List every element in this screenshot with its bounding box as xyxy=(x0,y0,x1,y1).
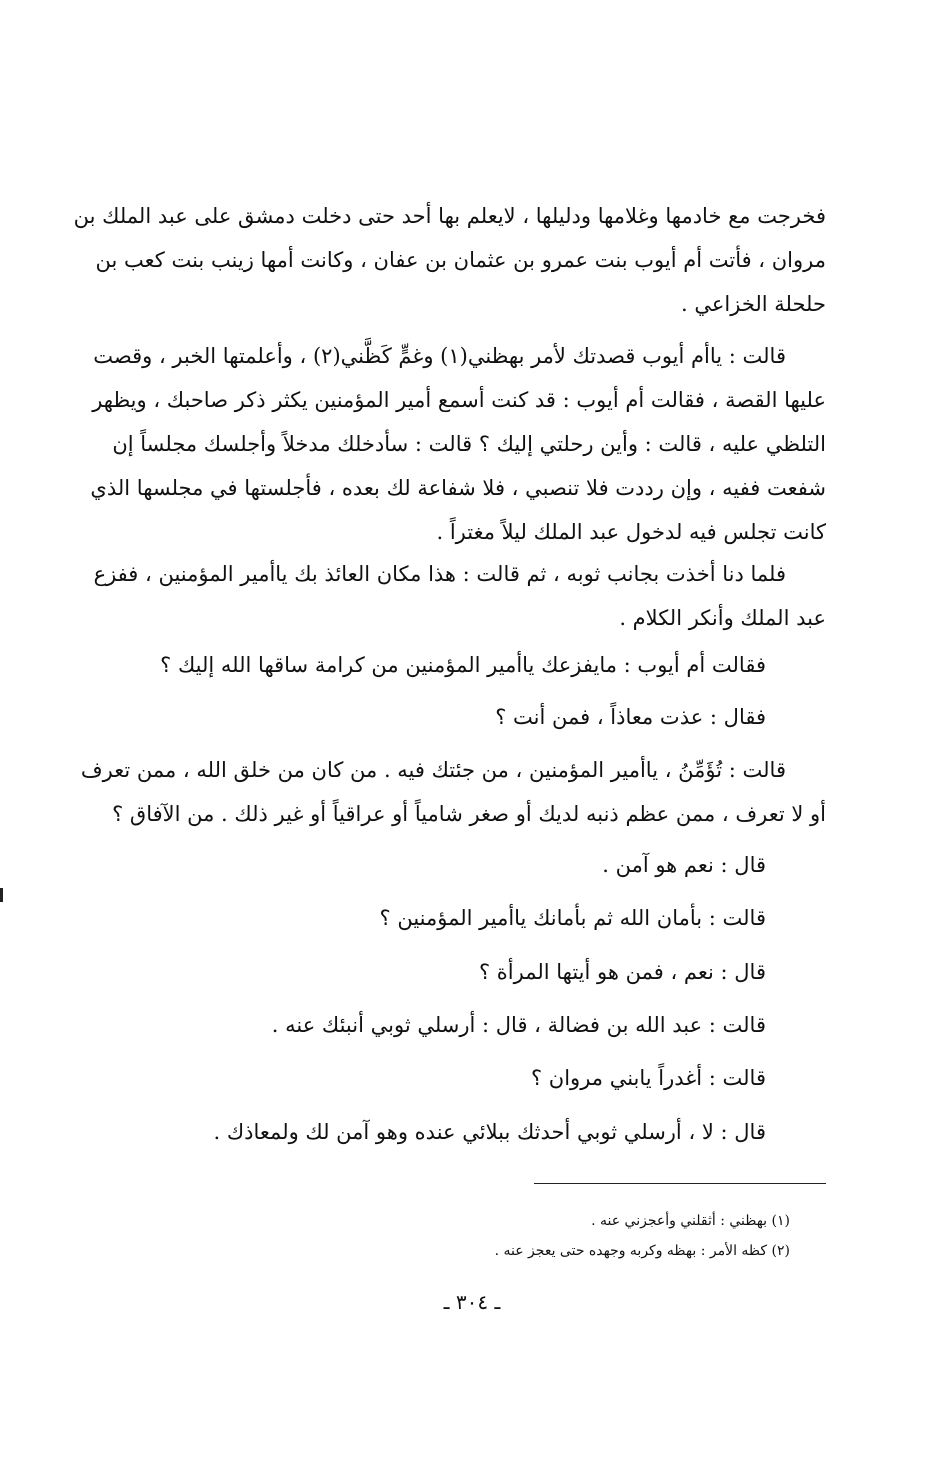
footnote-divider xyxy=(534,1183,826,1184)
text-line: أو لا تعرف ، ممن عظم ذنبه لديك أو صغر شامياً أو عراقياً أو غير ذلك . من الآفاق ؟ xyxy=(112,802,826,826)
text-line: قال : نعم هو آمن . xyxy=(602,853,766,877)
footnote-2: (٢) كظه الأمر : بهظه وكربه وجهده حتى يعجز عنه . xyxy=(494,1243,790,1259)
footnote-1: (١) بهظني : أثقلني وأعجزني عنه . xyxy=(591,1213,790,1229)
dialog-line-6 xyxy=(118,1003,826,1047)
paragraph-4 xyxy=(80,748,826,836)
text-line: قالت : أغدراً يابني مروان ؟ xyxy=(530,1066,766,1090)
dialog-line-2 xyxy=(118,695,826,739)
text-line: عبد الملك وأنكر الكلام . xyxy=(619,606,826,630)
text-line: فقالت أم أيوب : مايفزعك ياأمير المؤمنين من كرامة ساقها الله إليك ؟ xyxy=(160,653,766,677)
footnotes xyxy=(300,1206,790,1266)
dialog-line-4 xyxy=(118,896,826,940)
scan-edge-mark xyxy=(0,888,3,902)
page-number: ـ ٣٠٤ ـ xyxy=(443,1290,501,1314)
text-line: قال : نعم ، فمن هو أيتها المرأة ؟ xyxy=(478,960,766,984)
dialog-line-1 xyxy=(118,643,826,687)
text-line: شفعت ففيه ، وإن رددت فلا تنصبي ، فلا شفاعة لك بعده ، فأجلستها في مجلسها الذي xyxy=(90,476,826,500)
paragraph-3 xyxy=(93,552,826,640)
text-line: عليها القصة ، فقالت أم أيوب : قد كنت أسمع أمير المؤمنين يكثر ذكر صاحبك ، ويظهر xyxy=(92,388,826,412)
text-line: التلظي عليه ، قالت : وأين رحلتي إليك ؟ قالت : سأدخلك مدخلاً وأجلسك مجلساً إن xyxy=(112,432,826,456)
dialog-line-3 xyxy=(118,843,826,887)
text-line: فخرجت مع خادمها وغلامها ودليلها ، لايعلم بها أحد حتى دخلت دمشق على عبد الملك بن xyxy=(73,204,826,228)
paragraph-1 xyxy=(73,194,826,326)
dialog-line-5 xyxy=(118,950,826,994)
dialog-line-8 xyxy=(118,1110,826,1154)
text-line: قالت : ياأم أيوب قصدتك لأمر بهظني(١) وغمٍّ كَظَّني(٢) ، وأعلمتها الخبر ، وقصت xyxy=(93,344,786,368)
text-line: فلما دنا أخذت بجانب ثوبه ، ثم قالت : هذا مكان العائذ بك ياأمير المؤمنين ، ففزع xyxy=(93,562,786,586)
text-line: قالت : تُؤَمِّنُ ، ياأمير المؤمنين ، من جئتك فيه . من كان من خلق الله ، ممن تعرف xyxy=(80,758,786,782)
text-line: قالت : عبد الله بن فضالة ، قال : أرسلي ثوبي أنبئك عنه . xyxy=(271,1013,766,1037)
text-line: حلحلة الخزاعي . xyxy=(681,292,826,316)
paragraph-2 xyxy=(90,334,826,554)
text-line: كانت تجلس فيه لدخول عبد الملك ليلاً مغتراً . xyxy=(436,520,826,544)
text-line: مروان ، فأتت أم أيوب بنت عمرو بن عثمان بن عفان ، وكانت أمها زينب بنت كعب بن xyxy=(95,248,826,272)
text-line: فقال : عذت معاذاً ، فمن أنت ؟ xyxy=(495,705,766,729)
dialog-line-7 xyxy=(118,1056,826,1100)
text-line: قالت : بأمان الله ثم بأمانك ياأمير المؤمنين ؟ xyxy=(379,906,766,930)
text-line: قال : لا ، أرسلي ثوبي أحدثك ببلائي عنده وهو آمن لك ولمعاذك . xyxy=(213,1120,766,1144)
